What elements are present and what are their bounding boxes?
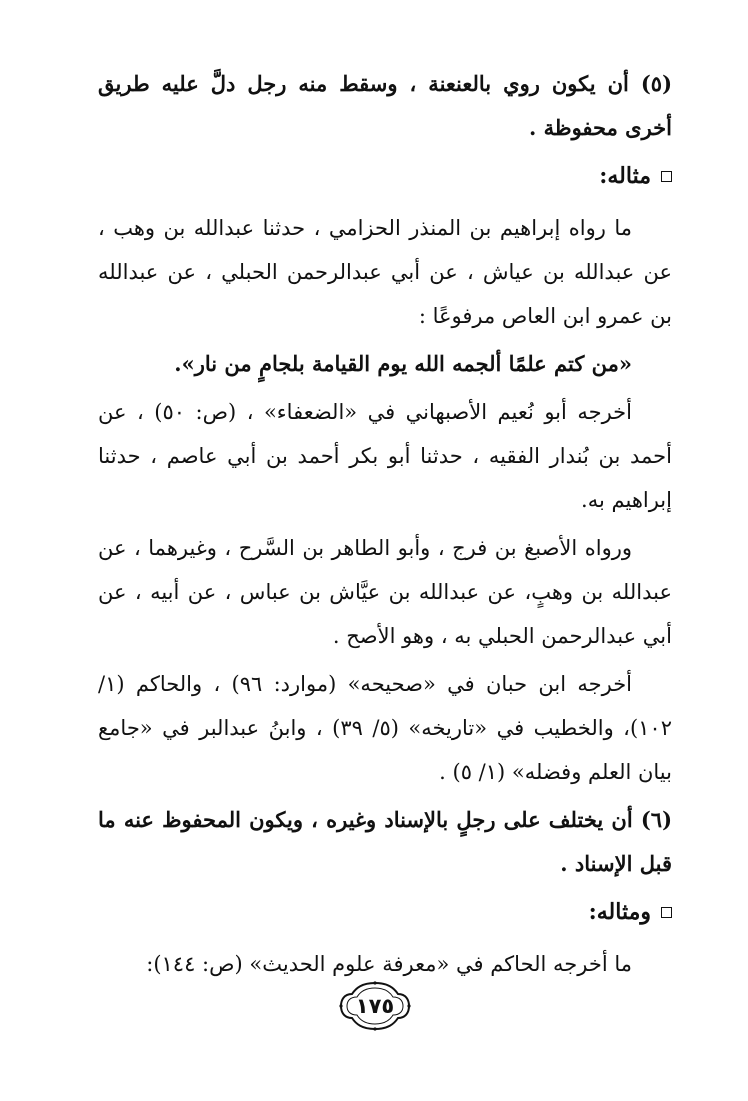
page-number: ١٧٥ [355, 994, 395, 1018]
condition-5-paragraph: (٥) أن يكون روي بالعنعنة ، وسقط منه رجل دلَّ عليه طريق أخرى محفوظة . [98, 71, 672, 140]
alternate-chain-paragraph: ورواه الأصبغ بن فرج ، وأبو الطاهر بن السَّرح ، وغيرهما ، عن عبدالله بن وهبٍ، عن عبدالله بن عيَّاش بن عباس ، عن أبيه ، عن أبي عبدالرحمن الحبلي به ، وهو الأصح . [98, 536, 672, 648]
example-heading-label: مثاله: [599, 163, 651, 189]
example-narration-paragraph: ما رواه إبراهيم بن المنذر الحزامي ، حدثنا عبدالله بن وهب ، عن عبدالله بن عياش ، عن أبي عبدالرحمن الحبلي ، عن عبدالله بن عمرو ابن العاص مرفوعًا : [98, 216, 672, 328]
example-heading [98, 154, 672, 198]
page-number-ornament [338, 980, 412, 1032]
hakim-reference-paragraph: ما أخرجه الحاكم في «معرفة علوم الحديث» (ص: ١٤٤): [146, 952, 632, 976]
second-example-heading [98, 890, 672, 934]
square-bullet-icon [661, 907, 672, 918]
hadith-text-paragraph: «من كتم علمًا ألجمه الله يوم القيامة بلجامٍ من نار». [174, 351, 632, 376]
second-example-heading-label: ومثاله: [588, 899, 651, 925]
condition-6-paragraph: (٦) أن يختلف على رجلٍ بالإسناد وغيره ، ويكون المحفوظ عنه ما قبل الإسناد . [98, 807, 672, 876]
page-body [98, 62, 672, 990]
square-bullet-icon [661, 171, 672, 182]
takhrij-ibn-hibban-paragraph: أخرجه ابن حبان في «صحيحه» (موارد: ٩٦) ، والحاكم (١/ ١٠٢)، والخطيب في «تاريخه» (٥/ ٣٩) ، وابنُ عبدالبر في «جامع بيان العلم وفضله» (١/ ٥) . [98, 672, 672, 784]
takhrij-abu-nuaym-paragraph: أخرجه أبو نُعيم الأصبهاني في «الضعفاء» ، (ص: ٥٠) ، عن أحمد بن بُندار الفقيه ، حدثنا أبو بكر أحمد بن أبي عاصم ، حدثنا إبراهيم به. [98, 400, 672, 512]
